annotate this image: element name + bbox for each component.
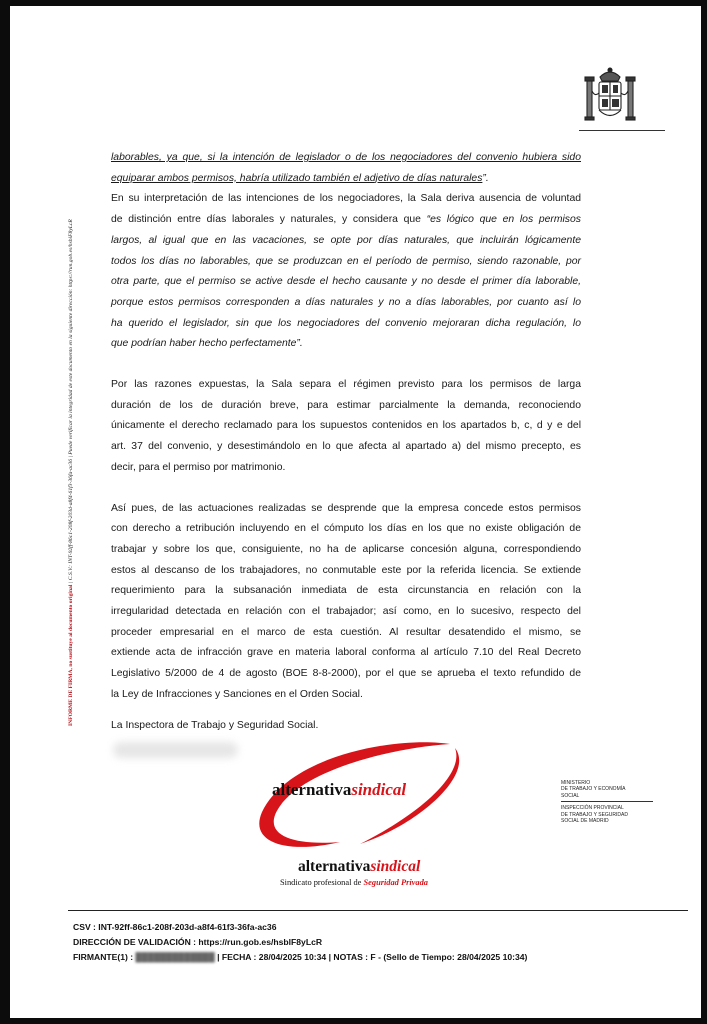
text-line: estos al descanso de los trabajadores, no conmutable este por la referida licencia. Se extiende <box>111 564 581 576</box>
logo-tagline-red: Seguridad Privada <box>363 878 428 887</box>
ministry-line: DE TRABAJO Y ECONOMÍA <box>561 786 626 793</box>
text-line: irregularidad detectada en relación con el trabajador; así como, en lo sucesivo, respecto del <box>111 606 581 618</box>
inspection-line: DE TRABAJO Y SEGURIDAD <box>561 811 628 818</box>
text-line: decir, para el permiso por matrimonio. <box>111 461 286 473</box>
ministry-line: MINISTERIO <box>561 780 591 786</box>
footer-rule <box>68 910 688 911</box>
text-line: Por las razones expuestas, la Sala separa el régimen previsto para los permisos de larga <box>111 379 581 391</box>
text-line: de distinción entre días laborales y naturales, y considera que <box>111 214 427 226</box>
signature-line: La Inspectora de Trabajo y Seguridad Social. <box>111 720 319 731</box>
text-line: que podrían haber hecho perfectamente”. <box>111 338 303 350</box>
svg-text:alternativasindical <box>272 780 406 799</box>
text-line-end: ”. <box>482 172 489 184</box>
crest-rule <box>579 130 665 131</box>
paragraph-interpretation <box>111 189 581 355</box>
side-verification-text <box>63 76 79 726</box>
footer-signer-label: FIRMANTE(1) : <box>73 952 136 963</box>
footer-validation-url: DIRECCIÓN DE VALIDACIÓN : https://run.gob.es/hsblF8yLcR <box>73 937 323 948</box>
footer-csv: CSV : INT-92ff-86c1-208f-203d-a8f4-61f3-36fa-ac36 <box>73 922 277 932</box>
text-line: únicamente el derecho reclamado para los supuestos contenidos en los apartados b, c, d y e del <box>111 420 581 432</box>
ministry-block <box>561 780 657 824</box>
side-text-warning: INFORME DE FIRMA, no sustituye al documento original <box>68 584 74 726</box>
footer <box>73 920 527 966</box>
text-line: otra parte, que el permiso se active desde el hecho causante y no desde el primer día laborable, <box>111 276 581 288</box>
text-line: Así pues, de las actuaciones realizadas se desprende que la empresa concede estos permisos <box>111 502 581 514</box>
text-line-quote: “es lógico que en los permisos <box>426 214 581 226</box>
text-line: extiende acta de infracción grave en materia laboral conforma al artículo 7.10 del Real Decreto <box>111 647 581 659</box>
svg-text:Sindicato profesional de Segur <box>280 878 428 887</box>
ministry-line: SOCIAL <box>561 792 580 799</box>
text-line: equiparar ambos permisos, habría utilizado también el adjetivo de días naturales <box>111 172 483 184</box>
text-line: largos, al igual que en las vacaciones, se opte por días naturales, que incluirán lógicamente <box>111 234 581 246</box>
redacted-signature <box>113 742 238 758</box>
text-line: art. 37 del convenio, y desestimándolo en lo que afecta al apartado a) del mismo precepto, es <box>111 441 581 453</box>
text-line: con derecho a retribución incluyendo en el cómputo los días en los que no existe obligación de <box>111 523 581 535</box>
text-line: todos los días no laborables, que se produzcan en el período de permiso, siendo razonable, por <box>111 255 581 267</box>
footer-signer-date: | FECHA : 28/04/2025 10:34 | NOTAS : F - (Sello de Tiempo: 28/04/2025 10:34) <box>214 952 528 963</box>
logo-top-red: sindical <box>351 780 407 799</box>
inspection-line: SOCIAL DE MADRID <box>561 818 609 825</box>
logo-top-black: alternativa <box>272 780 352 799</box>
paragraph-conclusion <box>111 499 581 706</box>
text-line: duración de los de duración breve, para estimar parcialmente la demanda, reconociendo <box>111 399 581 411</box>
logo-bottom-black: alternativa <box>298 858 371 875</box>
logo-bottom-red: sindical <box>370 858 421 875</box>
footer-signer <box>73 950 527 965</box>
text-line: trabajar y sobre los que, consiguiente, no ha de aplicarse concesión alguna, correspondiendo <box>111 543 581 555</box>
spain-coat-of-arms-icon <box>584 63 636 127</box>
paragraph-quote-end <box>111 148 581 189</box>
text-line: laborables, ya que, si la intención de legislador o de los negociadores del convenio hubiera sido <box>111 152 581 163</box>
inspection-line: INSPECCIÓN PROVINCIAL <box>561 805 624 812</box>
document-page <box>10 6 701 1018</box>
text-line: proceder empresarial en el marco de esta cuestión. Al resultar desatendido el mismo, se <box>111 626 581 638</box>
paragraph-reasons <box>111 375 581 479</box>
footer-signer-redacted: █████████████ <box>135 952 215 963</box>
text-line: porque estos permisos corresponden a días naturales y no a días laborables, por cuanto así lo <box>111 296 581 308</box>
logo-tagline: Sindicato profesional de <box>280 878 364 887</box>
text-line: ha querido el legislador, sin que los negociadores del convenio mejoraran dicha regulación, lo <box>111 317 581 329</box>
alternativa-sindical-logo <box>250 734 480 894</box>
text-line: la Ley de Infracciones y Sanciones en el Orden Social. <box>111 688 363 700</box>
text-line: En su interpretación de las intenciones de los negociadores, la Sala deriva ausencia de voluntad <box>111 193 581 205</box>
side-text-csv: | C.S.V.: INT-92ff-86c1-208f-203d-a8f4-61f3-36fa-ac36 | Puede verificar la integridad de este documento en la siguiente dirección: https://run.gob.es/hsblF8yLcR <box>68 219 74 585</box>
document-body <box>111 148 581 706</box>
svg-text:alternativasindical <box>298 858 421 875</box>
text-line: requerimiento para la subsanación inmediata de esta circunstancia en relación con la <box>111 585 581 597</box>
text-line: Legislativo 5/2000 de 4 de agosto (BOE 8-8-2000), por el que se aprueba el texto refundido de <box>111 668 581 680</box>
